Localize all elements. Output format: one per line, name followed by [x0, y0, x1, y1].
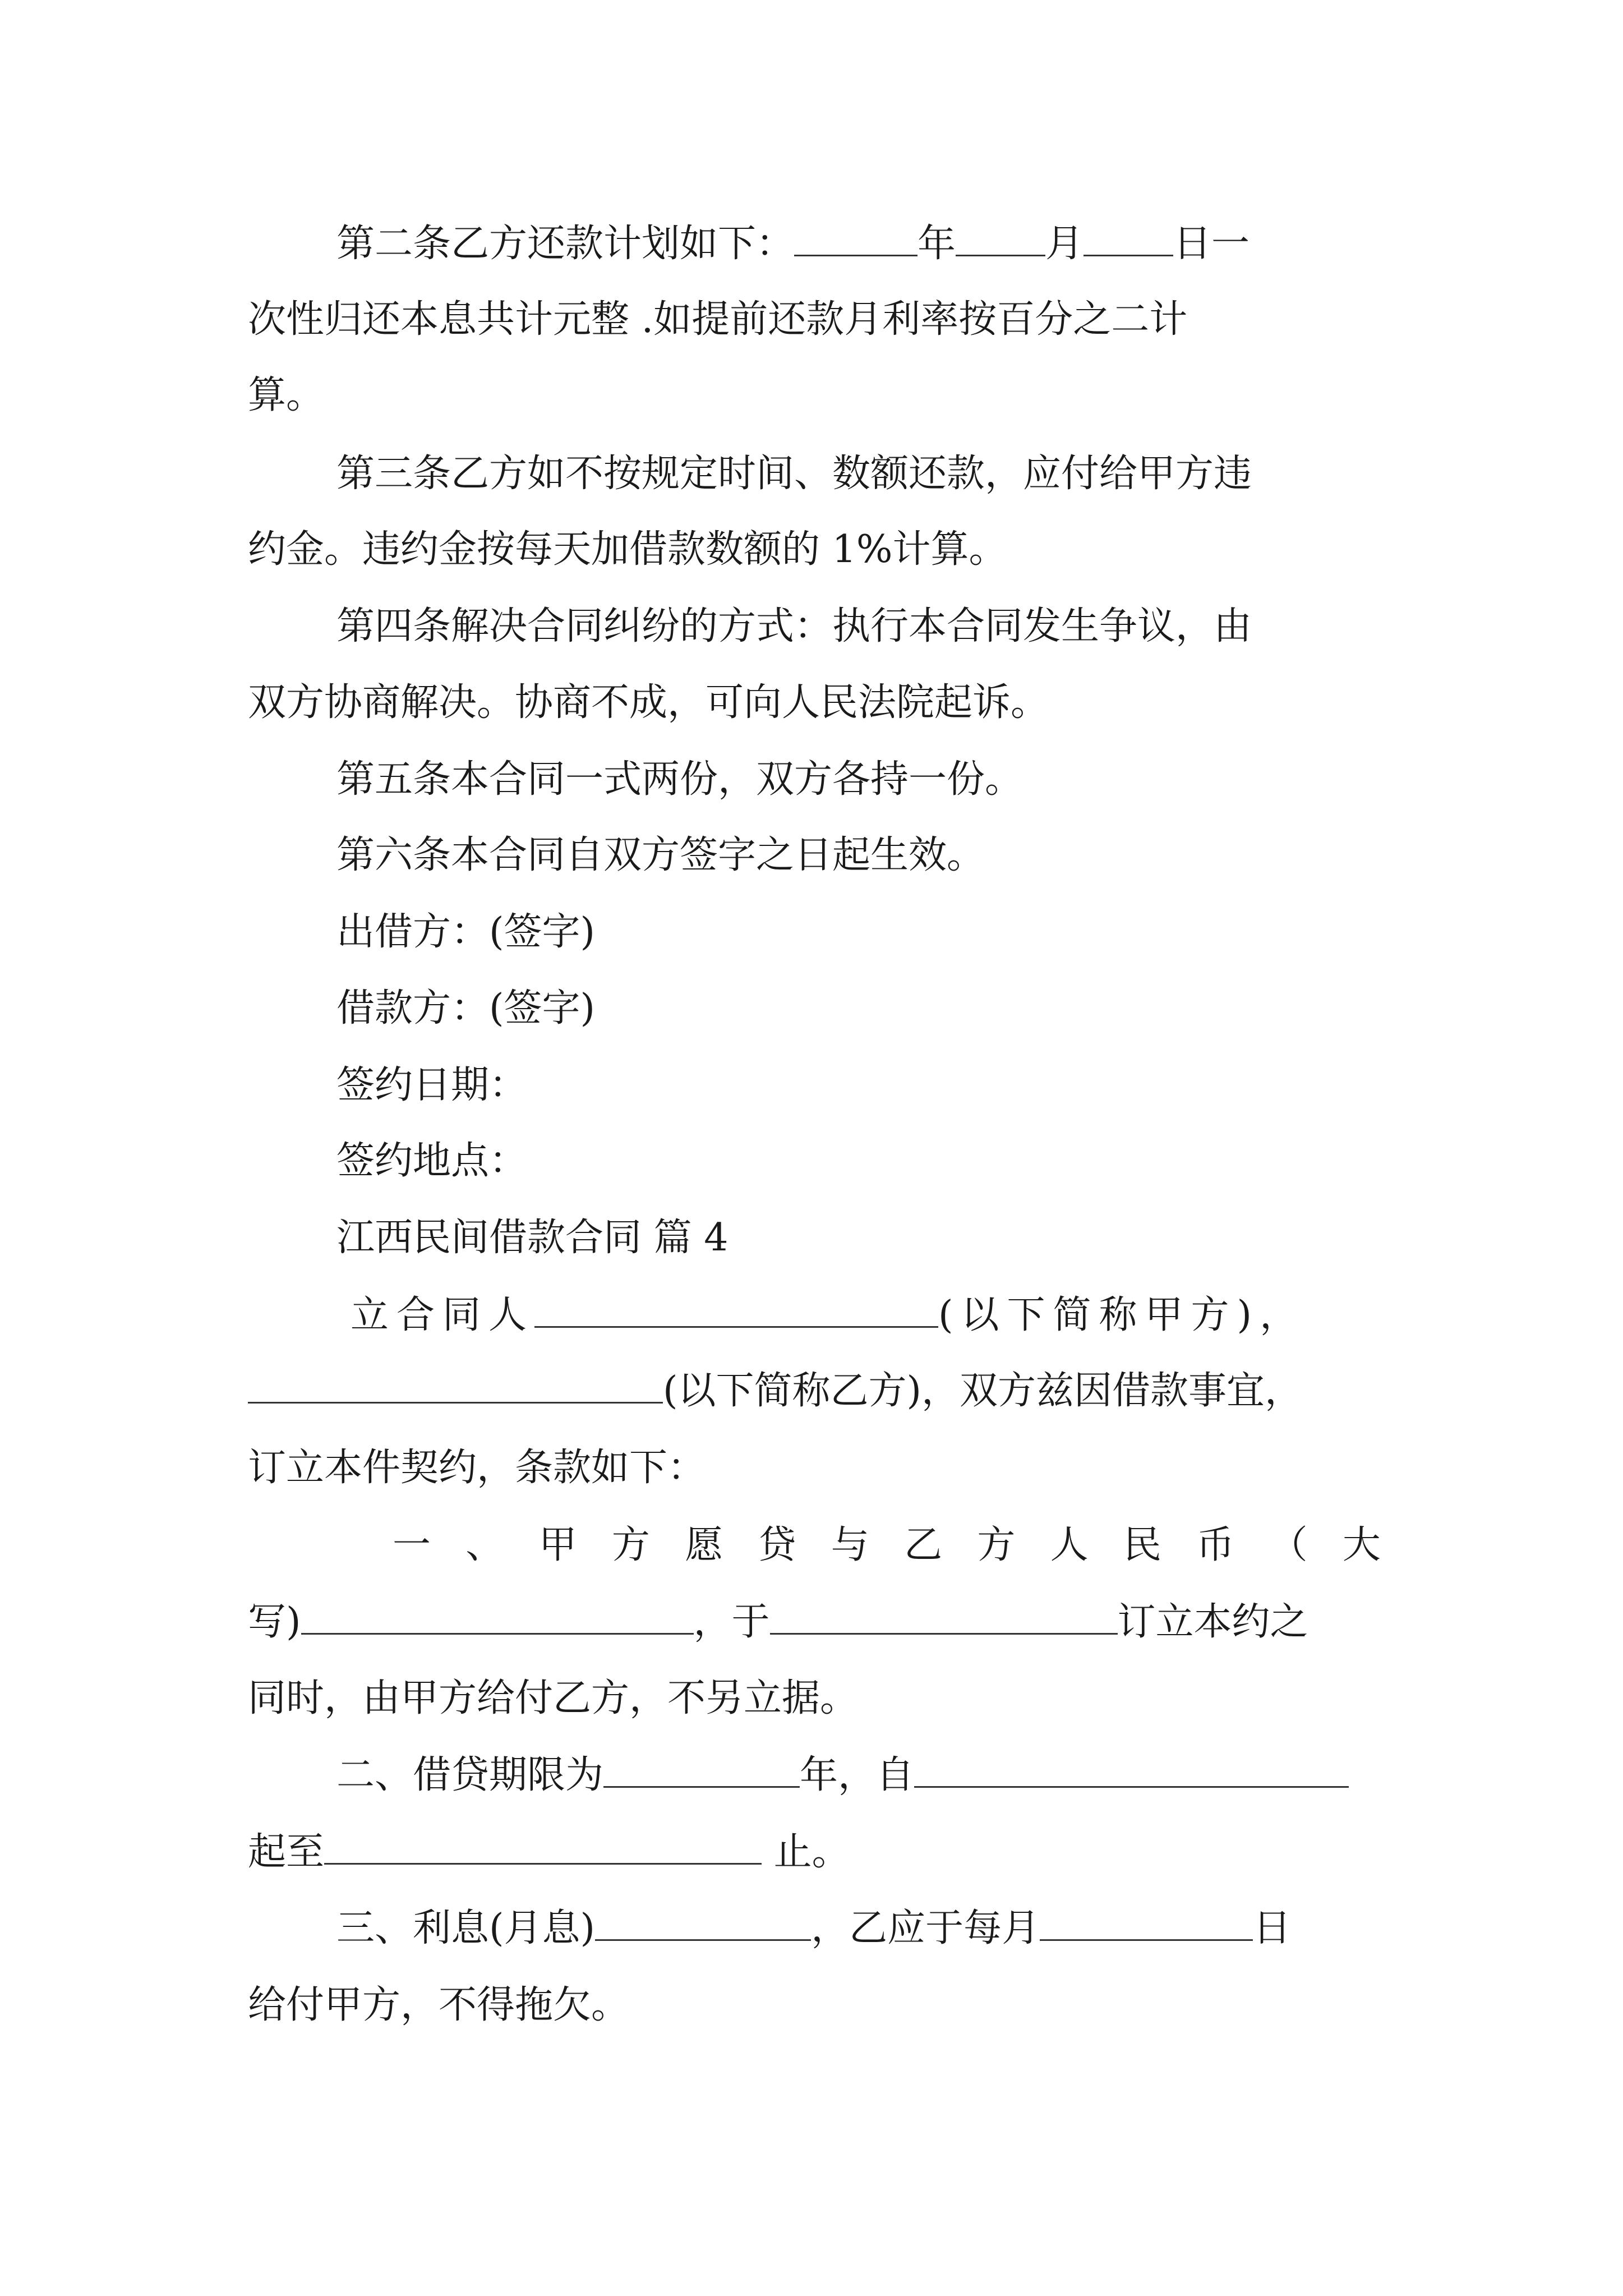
- article-2-line-2: 次性归还本息共计元整 .如提前还款月利率按百分之二计: [248, 297, 1188, 342]
- signing-place: 签约地点：: [336, 1139, 528, 1183]
- blank-party-b: [248, 1368, 663, 1404]
- article-5: 第五条本合同一式两份，双方各持一份。: [336, 757, 1023, 802]
- clause-3-line-2: 给付甲方，不得拖欠。: [248, 1983, 630, 2027]
- article-2-line-3: 算。: [248, 373, 325, 417]
- article-3-line-1: 第三条乙方如不按规定时间、数额还款，应付给甲方违: [336, 452, 1252, 496]
- blank-day: [1083, 221, 1173, 256]
- article-4-line-2: 双方协商解决。协商不成，可向人民法院起诉。: [248, 680, 1049, 725]
- blank-pay-day: [1040, 1906, 1253, 1941]
- article-4-line-1: 第四条解决合同纠纷的方式：执行本合同发生争议，由: [336, 604, 1252, 648]
- article-6: 第六条本合同自双方签字之日起生效。: [336, 833, 985, 877]
- blank-term-years: [603, 1752, 800, 1788]
- clause-1-line-3: 同时，由甲方给付乙方，不另立据。: [248, 1676, 859, 1720]
- article-2-text: 第二条乙方还款计划如下：: [336, 222, 795, 266]
- blank-interest: [595, 1906, 811, 1941]
- borrower-signature: 借款方：(签字): [336, 986, 596, 1030]
- blank-month: [956, 221, 1045, 256]
- article-3-line-2: 约金。违约金按每天加借款数额的 1%计算。: [248, 527, 1007, 572]
- blank-start-date: [914, 1752, 1349, 1788]
- lender-signature: 出借方：(签字): [336, 910, 596, 954]
- parties-line-3: 订立本件契约，条款如下：: [248, 1446, 706, 1490]
- clause-1-line-1: 一 、 甲 方 愿 贷 与 乙 方 人 民 币 （ 大: [393, 1523, 1381, 1567]
- clause-1-line-2: 写) ，于 订立本约之: [248, 1600, 1308, 1644]
- clause-2-line-2: 起至 止。: [248, 1830, 850, 1874]
- clause-3-line-1: 三、利息(月息) ，乙应于每月 日: [336, 1906, 1292, 1950]
- signing-date: 签约日期：: [336, 1063, 528, 1107]
- blank-date: [770, 1599, 1118, 1635]
- blank-party-a: [534, 1292, 938, 1328]
- clause-2-line-1: 二、借贷期限为 年，自: [336, 1736, 1381, 1815]
- blank-end-date: [324, 1829, 762, 1865]
- parties-line-2: (以下简称乙方)，双方兹因借款事宜，: [248, 1352, 1381, 1430]
- blank-year: [794, 221, 917, 256]
- blank-amount: [301, 1599, 694, 1635]
- article-2-line-1: 第二条乙方还款计划如下： 年 月 日一: [336, 222, 1250, 266]
- section-title: 江西民间借款合同 篇 4: [336, 1216, 728, 1260]
- parties-line-1: 立合同人 (以下简称甲方)，: [351, 1293, 1306, 1337]
